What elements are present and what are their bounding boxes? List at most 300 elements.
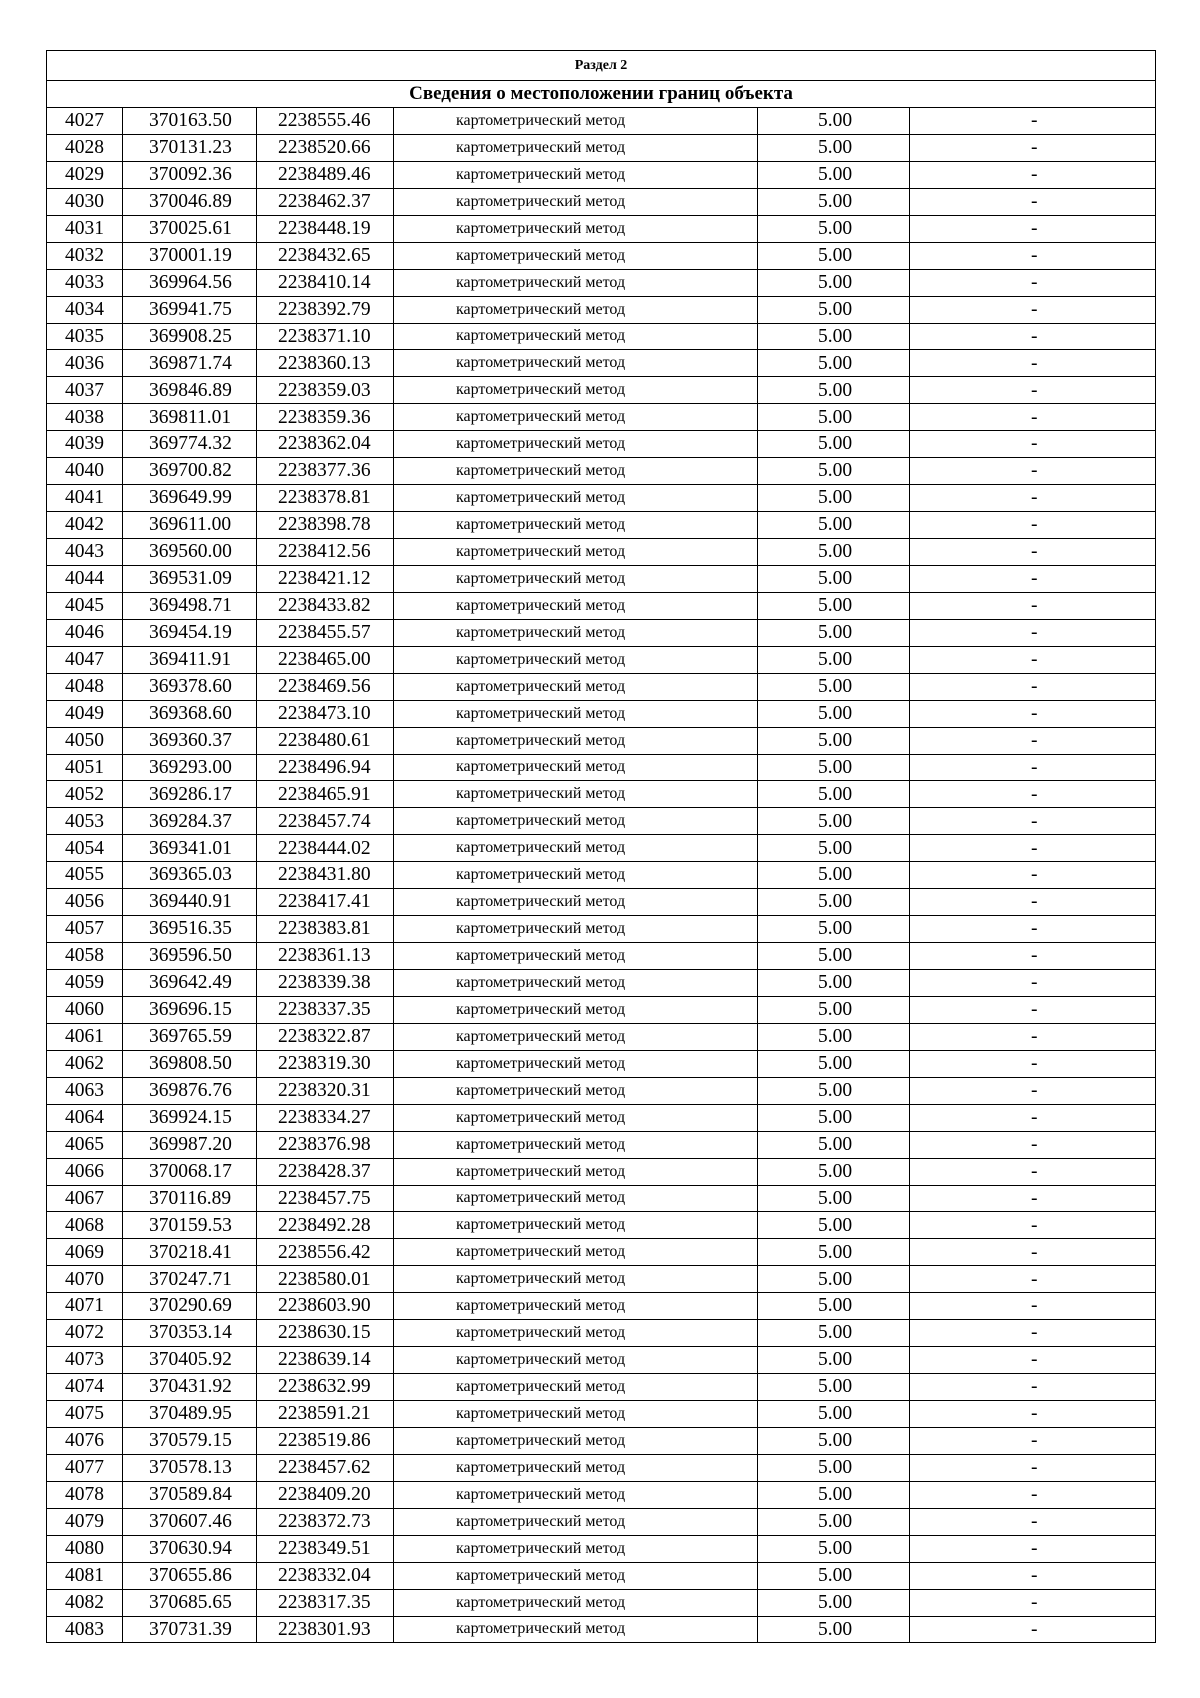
- accuracy-cell: 5.00: [758, 889, 910, 916]
- description-cell: -: [910, 1454, 1156, 1481]
- accuracy-cell: 5.00: [758, 1347, 910, 1374]
- y-coordinate-cell: 2238444.02: [257, 835, 394, 862]
- description-cell: -: [910, 619, 1156, 646]
- point-number-cell: 4031: [47, 215, 123, 242]
- y-coordinate-cell: 2238301.93: [257, 1616, 394, 1643]
- x-coordinate-cell: 369941.75: [123, 296, 257, 323]
- point-number-cell: 4034: [47, 296, 123, 323]
- method-cell: картометрический метод: [394, 161, 758, 188]
- y-coordinate-cell: 2238361.13: [257, 943, 394, 970]
- point-number-cell: 4076: [47, 1427, 123, 1454]
- method-cell: картометрический метод: [394, 1266, 758, 1293]
- table-row: [47, 188, 1156, 215]
- table-title: Сведения о местоположении границ объекта: [47, 81, 1156, 108]
- x-coordinate-cell: 369924.15: [123, 1104, 257, 1131]
- accuracy-cell: 5.00: [758, 458, 910, 485]
- accuracy-cell: 5.00: [758, 808, 910, 835]
- accuracy-cell: 5.00: [758, 673, 910, 700]
- description-cell: -: [910, 1535, 1156, 1562]
- method-cell: картометрический метод: [394, 296, 758, 323]
- y-coordinate-cell: 2238639.14: [257, 1347, 394, 1374]
- table-row: [47, 1535, 1156, 1562]
- point-number-cell: 4047: [47, 646, 123, 673]
- method-cell: картометрический метод: [394, 646, 758, 673]
- x-coordinate-cell: 370489.95: [123, 1401, 257, 1428]
- y-coordinate-cell: 2238319.30: [257, 1050, 394, 1077]
- method-cell: картометрический метод: [394, 1239, 758, 1266]
- accuracy-cell: 5.00: [758, 1427, 910, 1454]
- point-number-cell: 4063: [47, 1077, 123, 1104]
- table-row: [47, 889, 1156, 916]
- accuracy-cell: 5.00: [758, 1050, 910, 1077]
- y-coordinate-cell: 2238580.01: [257, 1266, 394, 1293]
- method-cell: картометрический метод: [394, 350, 758, 377]
- y-coordinate-cell: 2238377.36: [257, 458, 394, 485]
- point-number-cell: 4061: [47, 1023, 123, 1050]
- x-coordinate-cell: 369846.89: [123, 377, 257, 404]
- table-row: [47, 108, 1156, 135]
- method-cell: картометрический метод: [394, 1185, 758, 1212]
- accuracy-cell: 5.00: [758, 862, 910, 889]
- x-coordinate-cell: 369284.37: [123, 808, 257, 835]
- accuracy-cell: 5.00: [758, 323, 910, 350]
- x-coordinate-cell: 370290.69: [123, 1293, 257, 1320]
- section-label: Раздел 2: [47, 51, 1156, 81]
- method-cell: картометрический метод: [394, 835, 758, 862]
- accuracy-cell: 5.00: [758, 1374, 910, 1401]
- point-number-cell: 4062: [47, 1050, 123, 1077]
- point-number-cell: 4040: [47, 458, 123, 485]
- accuracy-cell: 5.00: [758, 1454, 910, 1481]
- x-coordinate-cell: 369987.20: [123, 1131, 257, 1158]
- x-coordinate-cell: 369360.37: [123, 727, 257, 754]
- description-cell: -: [910, 1320, 1156, 1347]
- description-cell: -: [910, 215, 1156, 242]
- method-cell: картометрический метод: [394, 1023, 758, 1050]
- table-row: [47, 1454, 1156, 1481]
- table-row: [47, 1562, 1156, 1589]
- point-number-cell: 4054: [47, 835, 123, 862]
- table-row: [47, 431, 1156, 458]
- y-coordinate-cell: 2238359.03: [257, 377, 394, 404]
- boundary-coordinates-table: [46, 50, 1156, 1643]
- point-number-cell: 4065: [47, 1131, 123, 1158]
- table-row: [47, 1185, 1156, 1212]
- description-cell: -: [910, 296, 1156, 323]
- method-cell: картометрический метод: [394, 1050, 758, 1077]
- accuracy-cell: 5.00: [758, 592, 910, 619]
- accuracy-cell: 5.00: [758, 1023, 910, 1050]
- x-coordinate-cell: 369560.00: [123, 539, 257, 566]
- method-cell: картометрический метод: [394, 727, 758, 754]
- x-coordinate-cell: 370092.36: [123, 161, 257, 188]
- table-row: [47, 1266, 1156, 1293]
- description-cell: -: [910, 1266, 1156, 1293]
- method-cell: картометрический метод: [394, 1347, 758, 1374]
- description-cell: -: [910, 727, 1156, 754]
- point-number-cell: 4071: [47, 1293, 123, 1320]
- point-number-cell: 4044: [47, 565, 123, 592]
- y-coordinate-cell: 2238632.99: [257, 1374, 394, 1401]
- point-number-cell: 4064: [47, 1104, 123, 1131]
- accuracy-cell: 5.00: [758, 1320, 910, 1347]
- accuracy-cell: 5.00: [758, 108, 910, 135]
- table-row: [47, 646, 1156, 673]
- accuracy-cell: 5.00: [758, 188, 910, 215]
- accuracy-cell: 5.00: [758, 1562, 910, 1589]
- y-coordinate-cell: 2238322.87: [257, 1023, 394, 1050]
- x-coordinate-cell: 369876.76: [123, 1077, 257, 1104]
- table-row: [47, 970, 1156, 997]
- x-coordinate-cell: 369596.50: [123, 943, 257, 970]
- table-row: [47, 215, 1156, 242]
- point-number-cell: 4050: [47, 727, 123, 754]
- accuracy-cell: 5.00: [758, 1212, 910, 1239]
- accuracy-cell: 5.00: [758, 485, 910, 512]
- x-coordinate-cell: 369642.49: [123, 970, 257, 997]
- description-cell: -: [910, 539, 1156, 566]
- x-coordinate-cell: 369611.00: [123, 512, 257, 539]
- y-coordinate-cell: 2238334.27: [257, 1104, 394, 1131]
- table-row: [47, 404, 1156, 431]
- point-number-cell: 4057: [47, 916, 123, 943]
- y-coordinate-cell: 2238417.41: [257, 889, 394, 916]
- accuracy-cell: 5.00: [758, 1535, 910, 1562]
- method-cell: картометрический метод: [394, 1616, 758, 1643]
- x-coordinate-cell: 369365.03: [123, 862, 257, 889]
- table-row: [47, 700, 1156, 727]
- x-coordinate-cell: 369649.99: [123, 485, 257, 512]
- point-number-cell: 4028: [47, 134, 123, 161]
- point-number-cell: 4048: [47, 673, 123, 700]
- accuracy-cell: 5.00: [758, 1508, 910, 1535]
- method-cell: картометрический метод: [394, 808, 758, 835]
- table-row: [47, 1239, 1156, 1266]
- point-number-cell: 4074: [47, 1374, 123, 1401]
- y-coordinate-cell: 2238362.04: [257, 431, 394, 458]
- description-cell: -: [910, 1158, 1156, 1185]
- point-number-cell: 4068: [47, 1212, 123, 1239]
- point-number-cell: 4078: [47, 1481, 123, 1508]
- table-row: [47, 1320, 1156, 1347]
- accuracy-cell: 5.00: [758, 512, 910, 539]
- accuracy-cell: 5.00: [758, 215, 910, 242]
- y-coordinate-cell: 2238465.91: [257, 781, 394, 808]
- description-cell: -: [910, 242, 1156, 269]
- point-number-cell: 4043: [47, 539, 123, 566]
- y-coordinate-cell: 2238519.86: [257, 1427, 394, 1454]
- table-row: [47, 754, 1156, 781]
- method-cell: картометрический метод: [394, 673, 758, 700]
- description-cell: -: [910, 1616, 1156, 1643]
- description-cell: -: [910, 404, 1156, 431]
- table-row: [47, 1347, 1156, 1374]
- description-cell: -: [910, 431, 1156, 458]
- table-row: [47, 1293, 1156, 1320]
- point-number-cell: 4041: [47, 485, 123, 512]
- description-cell: -: [910, 996, 1156, 1023]
- method-cell: картометрический метод: [394, 539, 758, 566]
- point-number-cell: 4049: [47, 700, 123, 727]
- table-row: [47, 862, 1156, 889]
- table-row: [47, 1401, 1156, 1428]
- description-cell: -: [910, 1050, 1156, 1077]
- section-header-row: [47, 51, 1156, 81]
- description-cell: -: [910, 1374, 1156, 1401]
- y-coordinate-cell: 2238469.56: [257, 673, 394, 700]
- point-number-cell: 4072: [47, 1320, 123, 1347]
- y-coordinate-cell: 2238520.66: [257, 134, 394, 161]
- x-coordinate-cell: 370607.46: [123, 1508, 257, 1535]
- y-coordinate-cell: 2238555.46: [257, 108, 394, 135]
- table-row: [47, 1616, 1156, 1643]
- method-cell: картометрический метод: [394, 1104, 758, 1131]
- y-coordinate-cell: 2238421.12: [257, 565, 394, 592]
- accuracy-cell: 5.00: [758, 835, 910, 862]
- y-coordinate-cell: 2238480.61: [257, 727, 394, 754]
- y-coordinate-cell: 2238378.81: [257, 485, 394, 512]
- point-number-cell: 4051: [47, 754, 123, 781]
- accuracy-cell: 5.00: [758, 646, 910, 673]
- table-row: [47, 242, 1156, 269]
- accuracy-cell: 5.00: [758, 943, 910, 970]
- description-cell: -: [910, 1508, 1156, 1535]
- accuracy-cell: 5.00: [758, 161, 910, 188]
- description-cell: -: [910, 781, 1156, 808]
- y-coordinate-cell: 2238383.81: [257, 916, 394, 943]
- x-coordinate-cell: 370731.39: [123, 1616, 257, 1643]
- accuracy-cell: 5.00: [758, 1589, 910, 1616]
- accuracy-cell: 5.00: [758, 1104, 910, 1131]
- x-coordinate-cell: 369498.71: [123, 592, 257, 619]
- method-cell: картометрический метод: [394, 1320, 758, 1347]
- x-coordinate-cell: 370405.92: [123, 1347, 257, 1374]
- y-coordinate-cell: 2238462.37: [257, 188, 394, 215]
- y-coordinate-cell: 2238409.20: [257, 1481, 394, 1508]
- y-coordinate-cell: 2238412.56: [257, 539, 394, 566]
- x-coordinate-cell: 370218.41: [123, 1239, 257, 1266]
- description-cell: -: [910, 700, 1156, 727]
- accuracy-cell: 5.00: [758, 1185, 910, 1212]
- point-number-cell: 4060: [47, 996, 123, 1023]
- accuracy-cell: 5.00: [758, 350, 910, 377]
- x-coordinate-cell: 370001.19: [123, 242, 257, 269]
- method-cell: картометрический метод: [394, 1158, 758, 1185]
- method-cell: картометрический метод: [394, 916, 758, 943]
- method-cell: картометрический метод: [394, 1427, 758, 1454]
- x-coordinate-cell: 370247.71: [123, 1266, 257, 1293]
- point-number-cell: 4075: [47, 1401, 123, 1428]
- method-cell: картометрический метод: [394, 1212, 758, 1239]
- accuracy-cell: 5.00: [758, 404, 910, 431]
- method-cell: картометрический метод: [394, 108, 758, 135]
- description-cell: -: [910, 592, 1156, 619]
- accuracy-cell: 5.00: [758, 1239, 910, 1266]
- point-number-cell: 4029: [47, 161, 123, 188]
- point-number-cell: 4039: [47, 431, 123, 458]
- x-coordinate-cell: 370589.84: [123, 1481, 257, 1508]
- accuracy-cell: 5.00: [758, 431, 910, 458]
- y-coordinate-cell: 2238448.19: [257, 215, 394, 242]
- table-row: [47, 1158, 1156, 1185]
- description-cell: -: [910, 1481, 1156, 1508]
- point-number-cell: 4032: [47, 242, 123, 269]
- x-coordinate-cell: 369411.91: [123, 646, 257, 673]
- description-cell: -: [910, 161, 1156, 188]
- method-cell: картометрический метод: [394, 754, 758, 781]
- point-number-cell: 4046: [47, 619, 123, 646]
- table-row: [47, 781, 1156, 808]
- x-coordinate-cell: 369293.00: [123, 754, 257, 781]
- x-coordinate-cell: 369774.32: [123, 431, 257, 458]
- y-coordinate-cell: 2238457.74: [257, 808, 394, 835]
- method-cell: картометрический метод: [394, 781, 758, 808]
- description-cell: -: [910, 1589, 1156, 1616]
- y-coordinate-cell: 2238398.78: [257, 512, 394, 539]
- accuracy-cell: 5.00: [758, 565, 910, 592]
- description-cell: -: [910, 188, 1156, 215]
- x-coordinate-cell: 369378.60: [123, 673, 257, 700]
- description-cell: -: [910, 269, 1156, 296]
- description-cell: -: [910, 1293, 1156, 1320]
- x-coordinate-cell: 370578.13: [123, 1454, 257, 1481]
- y-coordinate-cell: 2238457.75: [257, 1185, 394, 1212]
- method-cell: картометрический метод: [394, 242, 758, 269]
- table-row: [47, 539, 1156, 566]
- x-coordinate-cell: 370431.92: [123, 1374, 257, 1401]
- description-cell: -: [910, 512, 1156, 539]
- description-cell: -: [910, 1427, 1156, 1454]
- table-row: [47, 269, 1156, 296]
- method-cell: картометрический метод: [394, 431, 758, 458]
- table-row: [47, 1050, 1156, 1077]
- point-number-cell: 4045: [47, 592, 123, 619]
- table-body: [47, 51, 1156, 1643]
- y-coordinate-cell: 2238410.14: [257, 269, 394, 296]
- x-coordinate-cell: 369700.82: [123, 458, 257, 485]
- method-cell: картометрический метод: [394, 1374, 758, 1401]
- y-coordinate-cell: 2238492.28: [257, 1212, 394, 1239]
- table-row: [47, 996, 1156, 1023]
- table-row: [47, 458, 1156, 485]
- table-row: [47, 377, 1156, 404]
- method-cell: картометрический метод: [394, 215, 758, 242]
- method-cell: картометрический метод: [394, 889, 758, 916]
- description-cell: -: [910, 1077, 1156, 1104]
- method-cell: картометрический метод: [394, 134, 758, 161]
- accuracy-cell: 5.00: [758, 269, 910, 296]
- table-row: [47, 161, 1156, 188]
- method-cell: картометрический метод: [394, 565, 758, 592]
- y-coordinate-cell: 2238556.42: [257, 1239, 394, 1266]
- accuracy-cell: 5.00: [758, 1131, 910, 1158]
- point-number-cell: 4035: [47, 323, 123, 350]
- description-cell: -: [910, 970, 1156, 997]
- table-row: [47, 1427, 1156, 1454]
- x-coordinate-cell: 370159.53: [123, 1212, 257, 1239]
- method-cell: картометрический метод: [394, 269, 758, 296]
- method-cell: картометрический метод: [394, 970, 758, 997]
- point-number-cell: 4036: [47, 350, 123, 377]
- accuracy-cell: 5.00: [758, 1616, 910, 1643]
- y-coordinate-cell: 2238317.35: [257, 1589, 394, 1616]
- point-number-cell: 4058: [47, 943, 123, 970]
- accuracy-cell: 5.00: [758, 916, 910, 943]
- y-coordinate-cell: 2238376.98: [257, 1131, 394, 1158]
- accuracy-cell: 5.00: [758, 134, 910, 161]
- y-coordinate-cell: 2238339.38: [257, 970, 394, 997]
- table-row: [47, 1481, 1156, 1508]
- y-coordinate-cell: 2238392.79: [257, 296, 394, 323]
- method-cell: картометрический метод: [394, 188, 758, 215]
- description-cell: -: [910, 1023, 1156, 1050]
- method-cell: картометрический метод: [394, 1454, 758, 1481]
- accuracy-cell: 5.00: [758, 1481, 910, 1508]
- y-coordinate-cell: 2238432.65: [257, 242, 394, 269]
- description-cell: -: [910, 1347, 1156, 1374]
- table-row: [47, 565, 1156, 592]
- description-cell: -: [910, 835, 1156, 862]
- y-coordinate-cell: 2238431.80: [257, 862, 394, 889]
- description-cell: -: [910, 1104, 1156, 1131]
- x-coordinate-cell: 369908.25: [123, 323, 257, 350]
- method-cell: картометрический метод: [394, 1535, 758, 1562]
- table-row: [47, 592, 1156, 619]
- description-cell: -: [910, 646, 1156, 673]
- point-number-cell: 4066: [47, 1158, 123, 1185]
- accuracy-cell: 5.00: [758, 996, 910, 1023]
- table-row: [47, 323, 1156, 350]
- description-cell: -: [910, 565, 1156, 592]
- x-coordinate-cell: 370630.94: [123, 1535, 257, 1562]
- y-coordinate-cell: 2238457.62: [257, 1454, 394, 1481]
- x-coordinate-cell: 370655.86: [123, 1562, 257, 1589]
- y-coordinate-cell: 2238349.51: [257, 1535, 394, 1562]
- method-cell: картометрический метод: [394, 1131, 758, 1158]
- x-coordinate-cell: 369871.74: [123, 350, 257, 377]
- accuracy-cell: 5.00: [758, 970, 910, 997]
- y-coordinate-cell: 2238465.00: [257, 646, 394, 673]
- table-row: [47, 134, 1156, 161]
- y-coordinate-cell: 2238489.46: [257, 161, 394, 188]
- x-coordinate-cell: 370116.89: [123, 1185, 257, 1212]
- accuracy-cell: 5.00: [758, 539, 910, 566]
- point-number-cell: 4033: [47, 269, 123, 296]
- x-coordinate-cell: 369341.01: [123, 835, 257, 862]
- description-cell: -: [910, 754, 1156, 781]
- y-coordinate-cell: 2238603.90: [257, 1293, 394, 1320]
- point-number-cell: 4067: [47, 1185, 123, 1212]
- y-coordinate-cell: 2238473.10: [257, 700, 394, 727]
- point-number-cell: 4055: [47, 862, 123, 889]
- method-cell: картометрический метод: [394, 1508, 758, 1535]
- point-number-cell: 4069: [47, 1239, 123, 1266]
- description-cell: -: [910, 916, 1156, 943]
- accuracy-cell: 5.00: [758, 727, 910, 754]
- title-header-row: [47, 81, 1156, 108]
- x-coordinate-cell: 369811.01: [123, 404, 257, 431]
- x-coordinate-cell: 370353.14: [123, 1320, 257, 1347]
- table-row: [47, 1104, 1156, 1131]
- x-coordinate-cell: 369440.91: [123, 889, 257, 916]
- table-row: [47, 1212, 1156, 1239]
- point-number-cell: 4059: [47, 970, 123, 997]
- y-coordinate-cell: 2238332.04: [257, 1562, 394, 1589]
- accuracy-cell: 5.00: [758, 1293, 910, 1320]
- method-cell: картометрический метод: [394, 1481, 758, 1508]
- description-cell: -: [910, 323, 1156, 350]
- x-coordinate-cell: 369454.19: [123, 619, 257, 646]
